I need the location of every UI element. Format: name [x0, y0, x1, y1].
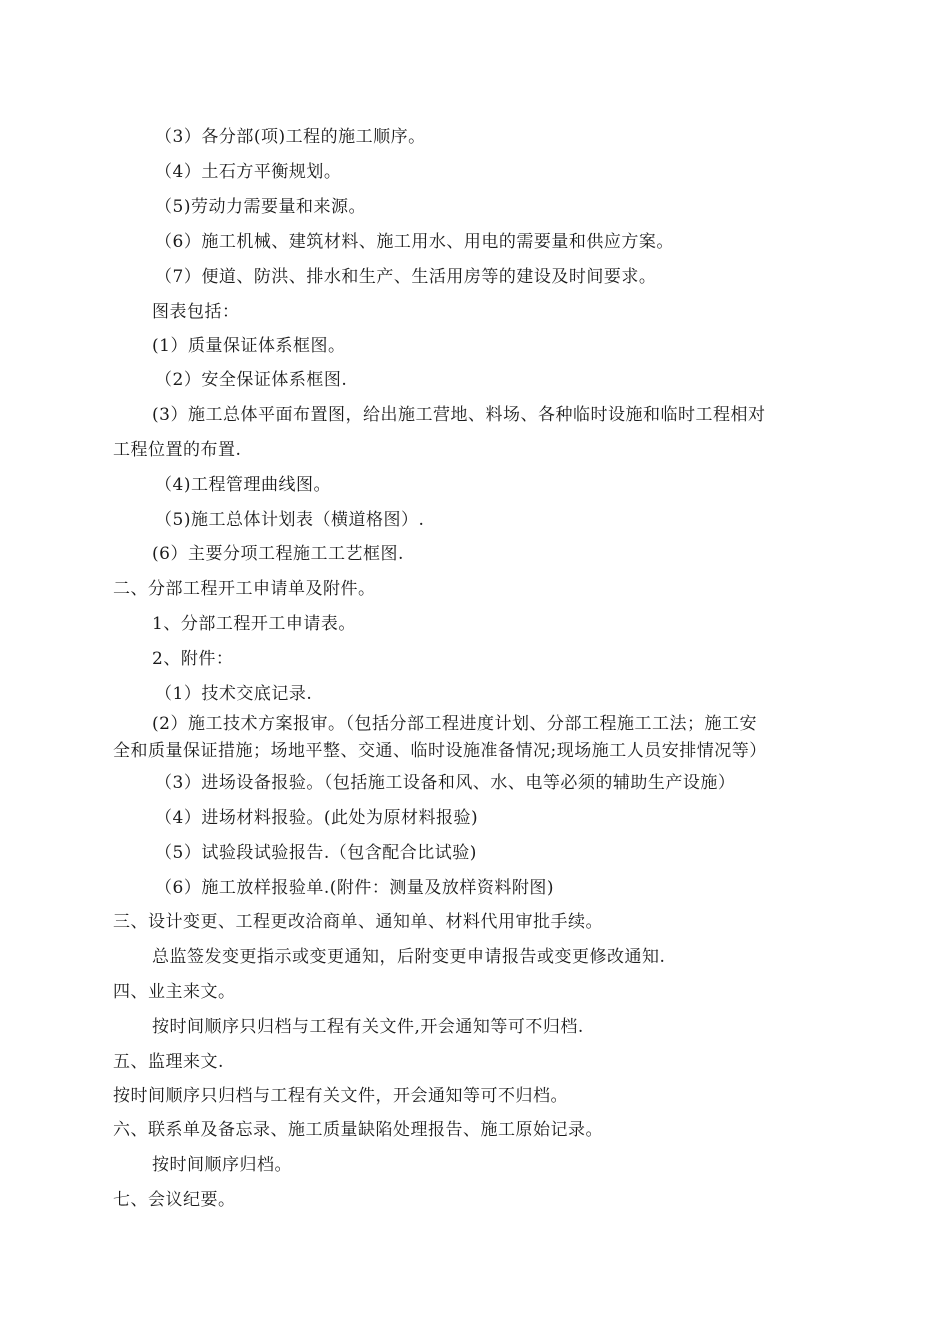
section-2-item-1: 1、分部工程开工申请表。: [152, 614, 356, 634]
section-2-heading: 二、分部工程开工申请单及附件。: [113, 579, 376, 599]
chart-item-6-process-diagram: (6）主要分项工程施工工艺框图.: [152, 544, 404, 564]
attachment-5-trial-section: （5）试验段试验报告.（包含配合比试验): [155, 843, 477, 863]
charts-heading: 图表包括：: [152, 302, 240, 322]
item-3-construction-sequence: （3）各分部(项)工程的施工顺序。: [155, 127, 426, 147]
item-4-earthwork-balance: （4）土石方平衡规划。: [155, 162, 342, 182]
section-7-heading: 七、会议纪要。: [113, 1190, 236, 1210]
section-5-body: 按时间顺序只归档与工程有关文件，开会通知等可不归档。: [113, 1086, 568, 1106]
chart-item-5-master-schedule: （5)施工总体计划表（横道格图）.: [155, 510, 425, 530]
section-3-body: 总监签发变更指示或变更通知，后附变更申请报告或变更修改通知.: [152, 947, 666, 967]
item-5-labor-demand: （5)劳动力需要量和来源。: [155, 197, 366, 217]
attachment-1-tech-briefing: （1）技术交底记录.: [155, 684, 313, 704]
section-6-body: 按时间顺序归档。: [152, 1155, 292, 1175]
chart-item-1-quality: (1）质量保证体系框图。: [152, 336, 346, 356]
section-2-item-2: 2、附件：: [152, 649, 234, 669]
section-4-body: 按时间顺序只归档与工程有关文件,开会通知等可不归档.: [152, 1017, 584, 1037]
item-6-machinery-materials: （6）施工机械、建筑材料、施工用水、用电的需要量和供应方案。: [155, 232, 674, 252]
section-3-heading: 三、设计变更、工程更改洽商单、通知单、材料代用审批手续。: [113, 912, 603, 932]
attachment-3-equipment: （3）进场设备报验。（包括施工设备和风、水、电等必须的辅助生产设施）: [155, 773, 736, 793]
chart-item-3-layout-cont: 工程位置的布置.: [113, 440, 242, 460]
section-6-heading: 六、联系单及备忘录、施工质量缺陷处理报告、施工原始记录。: [113, 1120, 603, 1140]
chart-item-4-management-curve: （4)工程管理曲线图。: [155, 475, 331, 495]
item-7-access-roads: （7）便道、防洪、排水和生产、生活用房等的建设及时间要求。: [155, 267, 657, 287]
chart-item-2-safety: （2）安全保证体系框图.: [155, 370, 348, 390]
section-4-heading: 四、业主来文。: [113, 982, 236, 1002]
chart-item-3-layout: (3）施工总体平面布置图，给出施工营地、料场、各种临时设施和临时工程相对: [152, 405, 766, 425]
attachment-4-materials: （4）进场材料报验。(此处为原材料报验): [155, 808, 479, 828]
attachment-6-layout-survey: （6）施工放样报验单.(附件：测量及放样资料附图): [155, 878, 554, 898]
section-5-heading: 五、监理来文.: [113, 1052, 224, 1072]
attachment-2-tech-plan-cont: 全和质量保证措施；场地平整、交通、临时设施准备情况;现场施工人员安排情况等）: [113, 741, 767, 761]
attachment-2-tech-plan: (2）施工技术方案报审。（包括分部工程进度计划、分部工程施工工法；施工安: [152, 714, 757, 734]
